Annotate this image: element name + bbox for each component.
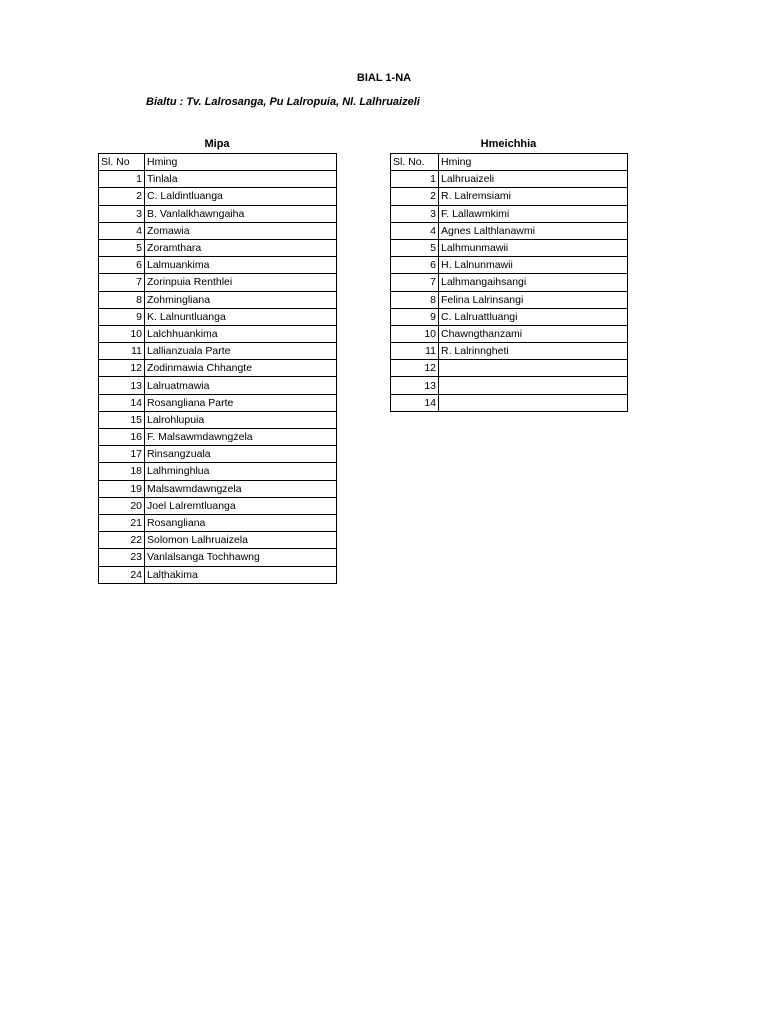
document-title: BIAL 1-NA <box>356 72 412 84</box>
table-row <box>391 239 628 256</box>
name-cell: C. Laldintluanga <box>145 188 337 205</box>
table-row <box>99 360 337 377</box>
column-header-hming: Hming <box>145 154 337 171</box>
name-cell: R. Lalrinngheti <box>439 343 628 360</box>
serial-number-cell: 6 <box>99 257 145 274</box>
serial-number-cell: 14 <box>99 394 145 411</box>
table-row <box>99 377 337 394</box>
serial-number-cell: 13 <box>391 377 439 394</box>
table-row <box>391 291 628 308</box>
name-cell: Lalhmangaihsangi <box>439 274 628 291</box>
name-cell: C. Lalruattluangi <box>439 308 628 325</box>
name-cell <box>439 377 628 394</box>
serial-number-cell: 17 <box>99 446 145 463</box>
table-row <box>99 171 337 188</box>
name-cell: Felina Lalrinsangi <box>439 291 628 308</box>
name-cell: Zomawia <box>145 222 337 239</box>
serial-number-cell: 4 <box>99 222 145 239</box>
name-cell: Lalchhuankima <box>145 325 337 342</box>
table-row <box>99 429 337 446</box>
serial-number-cell: 20 <box>99 497 145 514</box>
serial-number-cell: 6 <box>391 257 439 274</box>
table-row <box>391 325 628 342</box>
serial-number-cell: 5 <box>99 239 145 256</box>
table-row <box>99 394 337 411</box>
serial-number-cell: 11 <box>99 343 145 360</box>
serial-number-cell: 15 <box>99 411 145 428</box>
serial-number-cell: 21 <box>99 514 145 531</box>
name-cell: Rosangliana <box>145 514 337 531</box>
serial-number-cell: 5 <box>391 239 439 256</box>
serial-number-cell: 10 <box>391 325 439 342</box>
name-cell: Zohmingliana <box>145 291 337 308</box>
serial-number-cell: 7 <box>391 274 439 291</box>
table-row <box>99 222 337 239</box>
name-cell <box>439 360 628 377</box>
serial-number-cell: 1 <box>99 171 145 188</box>
table-row <box>99 274 337 291</box>
table-row <box>391 222 628 239</box>
table-row <box>99 532 337 549</box>
table-row <box>391 171 628 188</box>
serial-number-cell: 8 <box>391 291 439 308</box>
column-header-sl-no: Sl. No. <box>391 154 439 171</box>
mipa-table-body <box>99 154 337 584</box>
hmeichhia-table <box>390 153 628 412</box>
name-cell: Lalruatmawia <box>145 377 337 394</box>
table-row <box>99 239 337 256</box>
name-cell: Rinsangzuala <box>145 446 337 463</box>
table-row <box>99 188 337 205</box>
column-header-sl-no: Sl. No <box>99 154 145 171</box>
column-header-hming: Hming <box>439 154 628 171</box>
serial-number-cell: 11 <box>391 343 439 360</box>
serial-number-cell: 1 <box>391 171 439 188</box>
serial-number-cell: 2 <box>391 188 439 205</box>
table-row <box>391 274 628 291</box>
table-row <box>99 566 337 583</box>
table-row <box>391 308 628 325</box>
name-cell: H. Lalnunmawii <box>439 257 628 274</box>
mipa-table <box>98 153 337 584</box>
name-cell: K. Lalnuntluanga <box>145 308 337 325</box>
name-cell: R. Lalremsiami <box>439 188 628 205</box>
serial-number-cell: 24 <box>99 566 145 583</box>
name-cell: Solomon Lalhruaizela <box>145 532 337 549</box>
table-row <box>391 343 628 360</box>
name-cell: Lallianzuala Parte <box>145 343 337 360</box>
name-cell: Joel Lalremtluanga <box>145 497 337 514</box>
table-row <box>99 205 337 222</box>
table-row <box>99 291 337 308</box>
document-subtitle: Bialtu : Tv. Lalrosanga, Pu Lalropuia, Nl. Lalhruaizeli <box>146 96 420 108</box>
serial-number-cell: 4 <box>391 222 439 239</box>
serial-number-cell: 22 <box>99 532 145 549</box>
name-cell: Rosangliana Parte <box>145 394 337 411</box>
name-cell: Lalmuankima <box>145 257 337 274</box>
name-cell: Lalhmunmawii <box>439 239 628 256</box>
hmeichhia-table-body <box>391 154 628 412</box>
name-cell: Zodinmawia Chhangte <box>145 360 337 377</box>
table-row <box>99 497 337 514</box>
name-cell: Zoramthara <box>145 239 337 256</box>
serial-number-cell: 12 <box>391 360 439 377</box>
table-row <box>99 308 337 325</box>
header-row <box>99 154 337 171</box>
name-cell: Lalhruaizeli <box>439 171 628 188</box>
hmeichhia-heading: Hmeichhia <box>480 138 537 150</box>
name-cell: Lalrohlupuia <box>145 411 337 428</box>
table-row <box>391 257 628 274</box>
serial-number-cell: 8 <box>99 291 145 308</box>
serial-number-cell: 12 <box>99 360 145 377</box>
serial-number-cell: 18 <box>99 463 145 480</box>
serial-number-cell: 7 <box>99 274 145 291</box>
table-row <box>391 394 628 411</box>
name-cell: Zorinpuia Renthlei <box>145 274 337 291</box>
table-row <box>391 377 628 394</box>
name-cell: B. Vanlalkhawngaiha <box>145 205 337 222</box>
header-row <box>391 154 628 171</box>
mipa-heading: Mipa <box>204 138 230 150</box>
serial-number-cell: 3 <box>391 205 439 222</box>
serial-number-cell: 16 <box>99 429 145 446</box>
table-row <box>99 343 337 360</box>
name-cell: Malsawmdawngzela <box>145 480 337 497</box>
serial-number-cell: 3 <box>99 205 145 222</box>
table-row <box>391 360 628 377</box>
name-cell: Chawngthanzami <box>439 325 628 342</box>
table-row <box>99 446 337 463</box>
serial-number-cell: 23 <box>99 549 145 566</box>
table-row <box>391 188 628 205</box>
table-row <box>99 480 337 497</box>
serial-number-cell: 19 <box>99 480 145 497</box>
serial-number-cell: 10 <box>99 325 145 342</box>
table-row <box>99 549 337 566</box>
table-row <box>99 325 337 342</box>
serial-number-cell: 9 <box>99 308 145 325</box>
name-cell <box>439 394 628 411</box>
table-row <box>99 411 337 428</box>
serial-number-cell: 13 <box>99 377 145 394</box>
name-cell: F. Lallawmkimi <box>439 205 628 222</box>
name-cell: Vanlalsanga Tochhawng <box>145 549 337 566</box>
name-cell: F. Malsawmdawngzela <box>145 429 337 446</box>
name-cell: Tinlala <box>145 171 337 188</box>
serial-number-cell: 14 <box>391 394 439 411</box>
table-row <box>391 205 628 222</box>
table-row <box>99 463 337 480</box>
serial-number-cell: 2 <box>99 188 145 205</box>
table-row <box>99 514 337 531</box>
name-cell: Agnes Lalthlanawmi <box>439 222 628 239</box>
table-row <box>99 257 337 274</box>
serial-number-cell: 9 <box>391 308 439 325</box>
name-cell: Lalhminghlua <box>145 463 337 480</box>
name-cell: Lalṭhakima <box>145 566 337 583</box>
